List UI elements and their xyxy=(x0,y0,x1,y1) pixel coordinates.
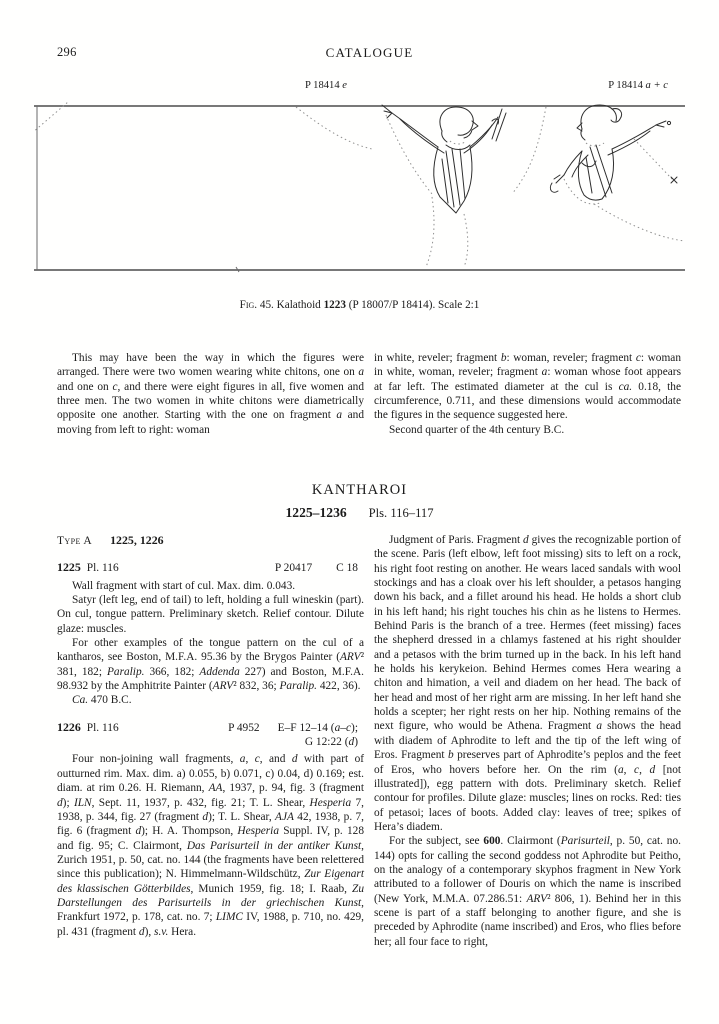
intro-columns xyxy=(57,351,682,437)
entry-1225-scene: Satyr (left leg, end of tail) to left, holding a full wineskin (part). On cul, tongue pattern. Preliminary sketch. Relief contour. Dilute glaze: muscles. xyxy=(57,594,364,635)
entry-plate-ref: Pl. 116 xyxy=(86,721,119,734)
figure-label-left: P 18414 e xyxy=(305,80,347,91)
intro-paragraph-right: in white, reveler; fragment b: woman, reveler; fragment c: woman in white, woman, reveler; fragment a: woman whose foot appears at far left. The estimated diameter at the cul is ca. 0.18, the circumference, 0.711, and these dimensions would accommodate the figures in the sequence suggested here. xyxy=(374,352,682,422)
entry-plate-ref: Pl. 116 xyxy=(86,562,119,575)
intro-left-column xyxy=(57,351,364,437)
entry-1226-heading xyxy=(57,720,364,750)
intro-right-column xyxy=(374,351,681,437)
type-line xyxy=(57,533,364,548)
section-range: 1225–1236 xyxy=(285,505,347,520)
entry-number: 1226 xyxy=(57,719,81,734)
deposit-grid-ref xyxy=(278,721,358,750)
entry-1225-description: Wall fragment with start of cul. Max. dim. 0.043. xyxy=(72,579,296,592)
running-head: CATALOGUE xyxy=(325,45,414,60)
intro-paragraph-left: This may have been the way in which the figures were arranged. There were two women wearing white chitons, one on a and one on c, and there were eight figures in all, five women and three men. The two women in white chitons were diametrically opposite one another. Starting with the one on fragment a and moving from left to right: woman xyxy=(57,352,365,436)
entry-1226-scene-description: Judgment of Paris. Fragment d gives the recognizable portion of the scene. Paris (left elbow, left foot missing) sits to left on a rock, his right foot resting on another. He wears laced sandals with wool stockings and has a cloak over his left shoulder, a petasos hanging down his back, and a fillet around his head. He holds a short club in his left hand; his right touches his chin as he listens to Hermes. Behind Paris is the branch of a tree. Hermes (feet missing) faces the shepherd dressed in a chlamys fastened at his right shoulder and a petasos with the brim turned up in the back. In his left hand he holds his kerykeion. Behind Hermes comes Hera wearing a chiton and himation, a veil and diadem on her head. The back of her head and most of her right arm are missing. In her left hand she holds a scepter; her right rests on her hip. Nothing remains of the next figure, who would be Athena. Fragment a shows the head with diadem of Aphrodite to left and the tip of the left wing of Eros. Fragment b preserves part of Aphrodite’s peplos and the feet of Eros, who hovers before her. On the rim (a, c, d [not illustrated]), egg pattern with dots. Preliminary sketch. Relief contour for profiles. Dilute glaze: muscles; lines on rocks. Red: ties of petasoi; laces of boots. Added clay: leaves of tree; spikes of Hera’s diadem. xyxy=(374,534,682,833)
caption-number: 1223 xyxy=(323,299,346,311)
figure-label-right: P 18414 a + c xyxy=(608,80,668,91)
inventory-number: P 4952 xyxy=(228,721,260,734)
figure-caption xyxy=(0,299,719,311)
running-header xyxy=(57,45,682,61)
type-numbers: 1225, 1226 xyxy=(110,533,164,547)
section-title: KANTHAROI xyxy=(311,482,408,498)
type-label: Type A xyxy=(57,535,93,547)
section-subtitle xyxy=(0,505,719,521)
entry-1226-commentary: For the subject, see 600. Clairmont (Parisurteil, p. 50, cat. no. 144) opts for calling the second goddess not Aphrodite but Peitho, on the analogy of a contemporary skyphos fragment in New York attributed to a follower of Douris on which the name is inscribed (New York, M.M.A. 07.286.51: ARV² 806, 1). Behind her in this scene is part of a staff belonging to another figure, and she is preceded by Aphrodite (name inscribed) and Eros, who flies before her; all four face to right, xyxy=(374,835,681,948)
entry-1225-date: Ca. 470 B.C. xyxy=(72,694,132,707)
catalogue-columns xyxy=(57,533,682,949)
section-plates: Pls. 116–117 xyxy=(368,506,434,520)
caption-fig-label: Fig. 45. xyxy=(239,299,274,311)
entry-number: 1225 xyxy=(57,560,81,575)
caption-rest: (P 18007/P 18414). Scale 2:1 xyxy=(345,299,480,311)
kalathoid-line-drawing xyxy=(34,99,685,277)
deposit-line-2: G 12:22 (d) xyxy=(304,736,358,749)
intro-date-line: Second quarter of the 4th century B.C. xyxy=(389,423,565,436)
page-number: 296 xyxy=(57,45,77,59)
line-drawing-svg xyxy=(34,99,685,277)
deposit-grid-ref: C 18 xyxy=(336,562,358,575)
catalogue-right-column xyxy=(374,533,681,949)
section-heading xyxy=(0,482,719,521)
inventory-number: P 20417 xyxy=(274,562,313,575)
figure-labels xyxy=(57,80,682,95)
entry-1226-bibliography: Four non-joining wall fragments, a, c, and d with part of outturned rim. Max. dim. a) 0.055, b) 0.071, c) 0.04, d) 0.169; est. diam. at rim 0.26. H. Riemann, AA, 1937, p. 94, fig. 3 (fragment d); ILN, Sept. 11, 1937, p. 432, fig. 21; T. L. Shear, Hesperia 7, 1938, p. 344, fig. 27 (fragment d); T. L. Shear, AJA 42, 1938, p. 7, fig. 6 (fragment d); H. A. Thompson, Hesperia Suppl. IV, p. 128 and fig. 95; C. Clairmont, Das Parisurteil in der antiker Kunst, Zurich 1951, p. 50, cat. no. 144 (the fragments have been relettered since this publication); N. Himmelmann-Wildschütz, Zur Eigenart des klassischen Götterbildes, Munich 1959, fig. 18; I. Raab, Zu Darstellungen des Parisurteils in der griechischen Kunst, Frankfurt 1972, p. 178, cat. no. 7; LIMC IV, 1988, p. 710, no. 429, pl. 431 (fragment d), s.v. Hera. xyxy=(57,753,365,938)
entry-1225-comparanda: For other examples of the tongue pattern on the cul of a kantharos, see Boston, M.F.A. 95.36 by the Brygos Painter (ARV² 381, 182; Paralip. 366, 182; Addenda 227) and Boston, M.F.A. 98.932 by the Amphitrite Painter (ARV² 832, 36; Paralip. 422, 36). xyxy=(57,637,364,693)
deposit-line-1: E–F 12–14 (a–c); xyxy=(277,721,358,734)
caption-text: Kalathoid xyxy=(273,299,324,311)
entry-1225-heading xyxy=(57,560,364,575)
catalogue-left-column xyxy=(57,533,364,949)
